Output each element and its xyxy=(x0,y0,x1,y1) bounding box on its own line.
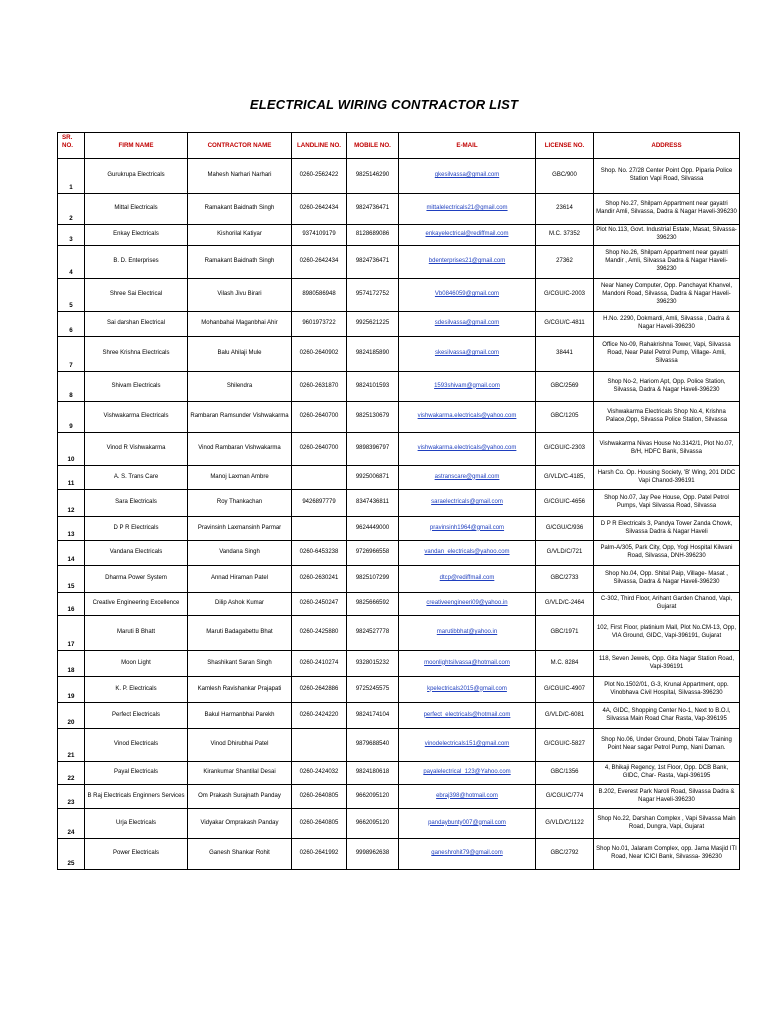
table-row xyxy=(58,159,740,194)
contractor-name-cell: Ramakant Baidnath Singh xyxy=(188,194,292,225)
sr-no-cell: 20 xyxy=(58,703,85,729)
mobile-cell: 8128689086 xyxy=(347,225,399,246)
contractor-name-cell: Mohanbahai Maganbhai Ahir xyxy=(188,312,292,337)
contractor-name-cell: Shilendra xyxy=(188,372,292,402)
email-cell[interactable]: creativeengineeri09@yahoo.in xyxy=(399,593,536,616)
sr-no-cell: 25 xyxy=(58,839,85,870)
landline-cell: 0260-2640805 xyxy=(292,785,347,809)
license-cell: GBC/900 xyxy=(536,159,594,194)
header-email: E-MAIL xyxy=(399,133,536,159)
mobile-cell: 9824527778 xyxy=(347,616,399,651)
contractor-name-cell: Ramakant Baidnath Singh xyxy=(188,246,292,279)
sr-no-cell: 16 xyxy=(58,593,85,616)
landline-cell: 0260-2425880 xyxy=(292,616,347,651)
firm-name-cell: D P R Electricals xyxy=(85,517,188,541)
firm-name-cell: Gurukrupa Electricals xyxy=(85,159,188,194)
license-cell: G/CGU/C-4656 xyxy=(536,490,594,517)
mobile-cell: 9898396797 xyxy=(347,433,399,466)
table-body xyxy=(58,159,740,870)
table-row xyxy=(58,312,740,337)
address-cell: Shop No.26, Shilpam Appartment near gayatri Mandir , Amli, Silvassa Dadra & Nagar Haveli-396230 xyxy=(594,246,740,279)
landline-cell: 0260-2642886 xyxy=(292,677,347,703)
license-cell: G/VLD/C-4185, xyxy=(536,466,594,490)
landline-cell: 9374109179 xyxy=(292,225,347,246)
landline-cell: 0260-2640700 xyxy=(292,402,347,433)
contractor-name-cell: Ganesh Shankar Rohit xyxy=(188,839,292,870)
sr-no-cell: 11 xyxy=(58,466,85,490)
email-cell[interactable]: sdesilvassa@gmail.com xyxy=(399,312,536,337)
mobile-cell: 9879688540 xyxy=(347,729,399,762)
table-row xyxy=(58,433,740,466)
contractor-name-cell: Manoj Laxman Ambre xyxy=(188,466,292,490)
license-cell: GBC/2792 xyxy=(536,839,594,870)
mobile-cell: 9328015232 xyxy=(347,651,399,677)
landline-cell: 0260-6453238 xyxy=(292,541,347,566)
header-mobile-no: MOBILE NO. xyxy=(347,133,399,159)
table-row xyxy=(58,729,740,762)
address-cell: Vishwakarma Nivas House No.3142/1, Plot No.07, B/H, HDFC Bank, Silvassa xyxy=(594,433,740,466)
landline-cell: 0260-2642434 xyxy=(292,246,347,279)
address-cell: B.202, Everest Park Naroli Road, Silvassa Dadra & Nagar Haveli-396230 xyxy=(594,785,740,809)
address-cell: Shop No.04, Opp. Shital Paip, Village- Masat , Silvassa, Dadra & Nagar Haveli-396230 xyxy=(594,566,740,593)
landline-cell: 0260-2424032 xyxy=(292,762,347,785)
license-cell: G/CGU/C-4811 xyxy=(536,312,594,337)
sr-no-cell: 7 xyxy=(58,337,85,372)
firm-name-cell: B Raj Electricals Enginners Services xyxy=(85,785,188,809)
firm-name-cell: Vishwakarma Electricals xyxy=(85,402,188,433)
contractor-name-cell: Vidyakar Omprakash Panday xyxy=(188,809,292,839)
mobile-cell: 9925006871 xyxy=(347,466,399,490)
license-cell: GBC/1205 xyxy=(536,402,594,433)
email-cell[interactable]: moonlightsilvassa@hotmail.com xyxy=(399,651,536,677)
email-cell[interactable]: bdenterprises21@gmail.com xyxy=(399,246,536,279)
landline-cell: 0260-2450247 xyxy=(292,593,347,616)
contractor-name-cell: Maruti Badagabettu Bhat xyxy=(188,616,292,651)
license-cell: G/VLD/C-2464 xyxy=(536,593,594,616)
landline-cell: 0260-2640700 xyxy=(292,433,347,466)
mobile-cell: 9824180618 xyxy=(347,762,399,785)
landline-cell xyxy=(292,517,347,541)
license-cell: G/CGU/C-4907 xyxy=(536,677,594,703)
header-row xyxy=(58,133,740,159)
email-cell[interactable]: payalelectrical_123@Yahoo.com xyxy=(399,762,536,785)
mobile-cell: 9725245575 xyxy=(347,677,399,703)
license-cell: G/CGU/C/774 xyxy=(536,785,594,809)
address-cell: Shop No.06, Under Ground, Dhobi Talav Training Point Near sagar Petrol Pump, Nani Daman. xyxy=(594,729,740,762)
license-cell: G/CGU/C-2303 xyxy=(536,433,594,466)
table-row xyxy=(58,246,740,279)
firm-name-cell: Perfect Electricals xyxy=(85,703,188,729)
mobile-cell: 9726966558 xyxy=(347,541,399,566)
sr-no-cell: 6 xyxy=(58,312,85,337)
contractor-name-cell: Balu Ahilaji Mule xyxy=(188,337,292,372)
firm-name-cell: Sai darshan Electrical xyxy=(85,312,188,337)
header-address: ADDRESS xyxy=(594,133,740,159)
email-cell[interactable]: Vb0846059@gmail.com xyxy=(399,279,536,312)
header-landline-no: LANDLINE NO. xyxy=(292,133,347,159)
sr-no-cell: 9 xyxy=(58,402,85,433)
firm-name-cell: Shree Krishna Electricals xyxy=(85,337,188,372)
address-cell: Near Naney Computer, Opp. Panchayat Khanvel, Mandoni Road, Silvassa, Dadra & Nagar Haveli-396230 xyxy=(594,279,740,312)
contractor-name-cell: Mahesh Narhari Narhari xyxy=(188,159,292,194)
table-row xyxy=(58,337,740,372)
contractor-name-cell: Annad Hiraman Patel xyxy=(188,566,292,593)
address-cell: Shop No.22, Darshan Complex , Vapi Silvassa Main Road, Dungra, Vapi, Gujarat xyxy=(594,809,740,839)
contractor-name-cell: Kirankumar Shantilal Desai xyxy=(188,762,292,785)
contractor-name-cell: Rambaran Ramsunder Vishwakarma xyxy=(188,402,292,433)
firm-name-cell: Vinod R Vishwakarma xyxy=(85,433,188,466)
firm-name-cell: Sara Electricals xyxy=(85,490,188,517)
license-cell: 38441 xyxy=(536,337,594,372)
contractor-name-cell: Kishorilal Katiyar xyxy=(188,225,292,246)
license-cell: G/CGU/C-5827 xyxy=(536,729,594,762)
firm-name-cell: K. P. Electricals xyxy=(85,677,188,703)
contractor-name-cell: Bakul Harmanbhai Parekh xyxy=(188,703,292,729)
address-cell: D P R Electricals 3, Pandya Tower Zanda Chowk, Silvassa Dadra & Nagar Haveli xyxy=(594,517,740,541)
mobile-cell: 9925621225 xyxy=(347,312,399,337)
mobile-cell: 9825666592 xyxy=(347,593,399,616)
table-row xyxy=(58,402,740,433)
license-cell: G/VLD/C-6081 xyxy=(536,703,594,729)
landline-cell: 0260-2562422 xyxy=(292,159,347,194)
table-row xyxy=(58,490,740,517)
header-sr-no: SR. NO. xyxy=(58,133,85,159)
table-row xyxy=(58,279,740,312)
license-cell: GBC/2733 xyxy=(536,566,594,593)
contractor-name-cell: Vinod Dhirubhai Patel xyxy=(188,729,292,762)
email-cell[interactable]: ebraj398@hotmail.com xyxy=(399,785,536,809)
license-cell: GBC/2569 xyxy=(536,372,594,402)
email-cell[interactable]: skesilvassa@gmail.com xyxy=(399,337,536,372)
address-cell: Office No-09, Rahakrishna Tower, Vapi, Silvassa Road, Near Patel Petrol Pump, Village- Amli, Silvassa xyxy=(594,337,740,372)
table-row xyxy=(58,541,740,566)
address-cell: Plot No.113, Govt. Industrial Estate, Masat, Silvassa-396230 xyxy=(594,225,740,246)
email-cell[interactable]: pandaybunty007@gmail.com xyxy=(399,809,536,839)
address-cell: Shop No-2, Hariom Apt, Opp. Police Station, Silvassa, Dadra & Nagar Haveli-396230 xyxy=(594,372,740,402)
firm-name-cell: Shree Sai Electrical xyxy=(85,279,188,312)
address-cell: Shop No.27, Shilpam Appartment near gayatri Mandir Amli, Silvassa, Dadra & Nagar Haveli-396230 xyxy=(594,194,740,225)
address-cell: 4A, GIDC, Shopping Center No-1, Next to B.O.I, Silvassa Main Road Char Rasta, Vap-396195 xyxy=(594,703,740,729)
header-firm-name: FIRM NAME xyxy=(85,133,188,159)
license-cell: G/CGU/C-2003 xyxy=(536,279,594,312)
mobile-cell: 9824185890 xyxy=(347,337,399,372)
email-cell[interactable]: pravinsinh1964@gmail.com xyxy=(399,517,536,541)
sr-no-cell: 22 xyxy=(58,762,85,785)
sr-no-cell: 19 xyxy=(58,677,85,703)
firm-name-cell: A. S. Trans Care xyxy=(85,466,188,490)
email-cell[interactable]: 1593shivam@gmail.com xyxy=(399,372,536,402)
firm-name-cell: B. D. Enterprises xyxy=(85,246,188,279)
landline-cell: 0260-2642434 xyxy=(292,194,347,225)
firm-name-cell: Enkay Electricals xyxy=(85,225,188,246)
contractor-name-cell: Pravinsinh Laxmansinh Parmar xyxy=(188,517,292,541)
contractor-table xyxy=(57,132,740,870)
address-cell: 102, First Floor, platinium Mall, Plot No.CM-13, Opp, VIA Ground, GIDC, Vapi-396191, Gujarat xyxy=(594,616,740,651)
email-cell[interactable]: vishwakarma.electricals@yahoo.com xyxy=(399,433,536,466)
license-cell: M.C. 37352 xyxy=(536,225,594,246)
email-cell[interactable]: vishwakarma.electricals@yahoo.com xyxy=(399,402,536,433)
table-row xyxy=(58,651,740,677)
landline-cell: 0260-2630241 xyxy=(292,566,347,593)
sr-no-cell: 4 xyxy=(58,246,85,279)
sr-no-cell: 17 xyxy=(58,616,85,651)
table-row xyxy=(58,785,740,809)
table-row xyxy=(58,372,740,402)
address-cell: H.No. 2290, Dokmardi, Amli, Silvassa , Dadra & Nagar Haveli-396230 xyxy=(594,312,740,337)
sr-no-cell: 12 xyxy=(58,490,85,517)
firm-name-cell: Moon Light xyxy=(85,651,188,677)
sr-no-cell: 14 xyxy=(58,541,85,566)
table-row xyxy=(58,593,740,616)
sr-no-cell: 23 xyxy=(58,785,85,809)
firm-name-cell: Dharma Power System xyxy=(85,566,188,593)
address-cell: 118, Seven Jewels, Opp. Gita Nagar Station Road, Vapi-396191 xyxy=(594,651,740,677)
landline-cell: 9601973722 xyxy=(292,312,347,337)
license-cell: M.C. 8284 xyxy=(536,651,594,677)
table-row xyxy=(58,703,740,729)
mobile-cell: 9624449000 xyxy=(347,517,399,541)
table-row xyxy=(58,839,740,870)
sr-no-cell: 1 xyxy=(58,159,85,194)
table-row xyxy=(58,194,740,225)
sr-no-cell: 24 xyxy=(58,809,85,839)
landline-cell: 0260-2424220 xyxy=(292,703,347,729)
sr-no-cell: 18 xyxy=(58,651,85,677)
email-cell[interactable]: dtcp@rediffmail.com xyxy=(399,566,536,593)
firm-name-cell: Creative Engineering Excellence xyxy=(85,593,188,616)
contractor-name-cell: Roy Thankachan xyxy=(188,490,292,517)
sr-no-cell: 13 xyxy=(58,517,85,541)
sr-no-cell: 5 xyxy=(58,279,85,312)
contractor-name-cell: Shashikant Saran Singh xyxy=(188,651,292,677)
address-cell: Shop No.07, Jay Pee House, Opp. Patel Petrol Pumps, Vapi Silvassa Road, Silvassa xyxy=(594,490,740,517)
contractor-name-cell: Vilash Jivu Birari xyxy=(188,279,292,312)
table-row xyxy=(58,762,740,785)
landline-cell: 0260-2640805 xyxy=(292,809,347,839)
document-title: ELECTRICAL WIRING CONTRACTOR LIST xyxy=(249,97,519,112)
mobile-cell: 9824736471 xyxy=(347,194,399,225)
email-cell[interactable]: mittalelectricals21@gmail.com xyxy=(399,194,536,225)
mobile-cell: 9662095120 xyxy=(347,809,399,839)
contractor-name-cell: Om Prakash Surajnath Panday xyxy=(188,785,292,809)
firm-name-cell: Vinod Electricals xyxy=(85,729,188,762)
license-cell: G/VLD/C/1122 xyxy=(536,809,594,839)
table-row xyxy=(58,809,740,839)
address-cell: Plot No.1502/01, G-3, Krunal Appartment, opp. Vinobhava Civil Hospital, Silvassa-396230 xyxy=(594,677,740,703)
sr-no-cell: 2 xyxy=(58,194,85,225)
sr-no-cell: 3 xyxy=(58,225,85,246)
mobile-cell: 9824736471 xyxy=(347,246,399,279)
firm-name-cell: Power Electricals xyxy=(85,839,188,870)
license-cell: 27362 xyxy=(536,246,594,279)
address-cell: 4, Bhikaji Regency, 1st Floor, Opp. DCB Bank, GIDC, Char- Rasta, Vapi-396195 xyxy=(594,762,740,785)
email-cell[interactable]: astranscare@gmail.com xyxy=(399,466,536,490)
mobile-cell: 9824101593 xyxy=(347,372,399,402)
landline-cell xyxy=(292,729,347,762)
email-cell[interactable]: gkesilvassa@gmail.com xyxy=(399,159,536,194)
table-row xyxy=(58,616,740,651)
header-contractor-name: CONTRACTOR NAME xyxy=(188,133,292,159)
contractor-name-cell: Dilip Ashok Kumar xyxy=(188,593,292,616)
firm-name-cell: Payal Electricals xyxy=(85,762,188,785)
email-cell[interactable]: perfect_electricals@hotmail.com xyxy=(399,703,536,729)
mobile-cell: 9825107299 xyxy=(347,566,399,593)
mobile-cell: 9825130679 xyxy=(347,402,399,433)
sr-no-cell: 15 xyxy=(58,566,85,593)
address-cell: Shop. No. 27/28 Center Point Opp. Piparia Police Station Vapi Road, Silvassa xyxy=(594,159,740,194)
address-cell: Shop No.01, Jalaram Complex, opp. Jama Masjid ITI Road, Near ICICI Bank, Silvassa- 396230 xyxy=(594,839,740,870)
firm-name-cell: Maruti B Bhatt xyxy=(85,616,188,651)
contractor-name-cell: Kamlesh Ravishankar Prajapati xyxy=(188,677,292,703)
address-cell: Palm-A/305, Park City, Opp, Yogi Hospital Kilwani Road, Silvassa, DNH-396230 xyxy=(594,541,740,566)
table-row xyxy=(58,466,740,490)
landline-cell: 0260-2641992 xyxy=(292,839,347,870)
mobile-cell: 9824174104 xyxy=(347,703,399,729)
table-row xyxy=(58,517,740,541)
sr-no-cell: 10 xyxy=(58,433,85,466)
landline-cell: 0260-2410274 xyxy=(292,651,347,677)
email-cell[interactable]: marutibbhat@yahoo.in xyxy=(399,616,536,651)
address-cell: Vishwakarma Electricals Shop No.4, Krishna Palace,Opp, Silvassa Police Station, Silvassa xyxy=(594,402,740,433)
sr-no-cell: 8 xyxy=(58,372,85,402)
landline-cell: 0260-2640902 xyxy=(292,337,347,372)
firm-name-cell: Urja Electricals xyxy=(85,809,188,839)
contractor-name-cell: Vinod Rambaran Vishwakarma xyxy=(188,433,292,466)
license-cell: 23614 xyxy=(536,194,594,225)
sr-no-cell: 21 xyxy=(58,729,85,762)
mobile-cell: 9662095120 xyxy=(347,785,399,809)
landline-cell: 8980586948 xyxy=(292,279,347,312)
email-cell[interactable]: enkayelectrical@rediffmail.com xyxy=(399,225,536,246)
header-license-no: LICENSE NO. xyxy=(536,133,594,159)
email-cell[interactable]: vandan_electricals@yahoo.com xyxy=(399,541,536,566)
mobile-cell: 9998962638 xyxy=(347,839,399,870)
address-cell: C-302, Third Floor, Arihant Garden Chanod, Vapi, Gujarat xyxy=(594,593,740,616)
table-row xyxy=(58,566,740,593)
email-cell[interactable]: vinodelectricals151@gmail.com xyxy=(399,729,536,762)
mobile-cell: 8347436811 xyxy=(347,490,399,517)
firm-name-cell: Shivam Electricals xyxy=(85,372,188,402)
address-cell: Harsh Co. Op. Housing Society, 'B' Wing, 201 DIDC Vapi Chanod-396191 xyxy=(594,466,740,490)
license-cell: G/CGU/C/936 xyxy=(536,517,594,541)
license-cell: GBC/1356 xyxy=(536,762,594,785)
license-cell: G/VLD/C/721 xyxy=(536,541,594,566)
table-row xyxy=(58,225,740,246)
landline-cell xyxy=(292,466,347,490)
firm-name-cell: Vandana Electricals xyxy=(85,541,188,566)
firm-name-cell: Mittal Electricals xyxy=(85,194,188,225)
email-cell[interactable]: saraelectricals@gmail.com xyxy=(399,490,536,517)
mobile-cell: 9574172752 xyxy=(347,279,399,312)
license-cell: GBC/1971 xyxy=(536,616,594,651)
mobile-cell: 9825146290 xyxy=(347,159,399,194)
landline-cell: 9426897779 xyxy=(292,490,347,517)
email-cell[interactable]: ganeshrohit79@gmail.com xyxy=(399,839,536,870)
email-cell[interactable]: kpelectricals2015@gmail.com xyxy=(399,677,536,703)
table-row xyxy=(58,677,740,703)
contractor-name-cell: Vandana Singh xyxy=(188,541,292,566)
landline-cell: 0260-2631870 xyxy=(292,372,347,402)
